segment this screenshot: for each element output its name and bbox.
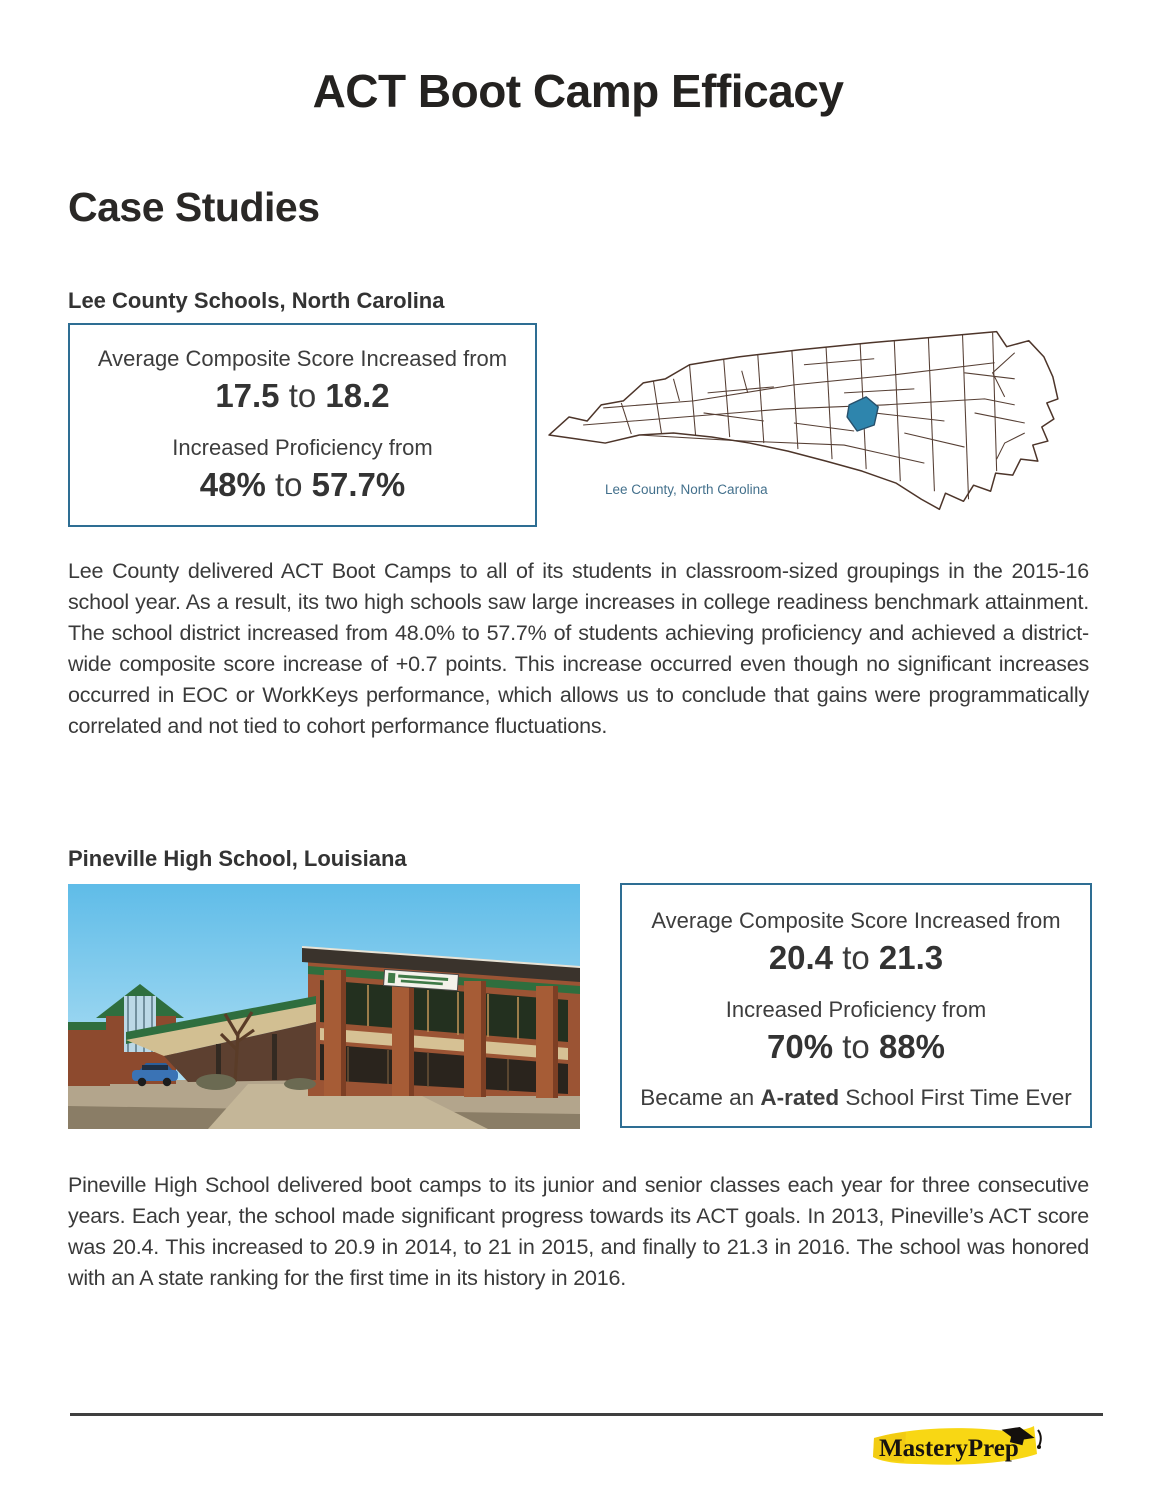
masteryprep-logo-image	[866, 1420, 1044, 1470]
a-rated-suffix: School First Time Ever	[839, 1084, 1072, 1110]
lee-score-to: 18.2	[325, 376, 390, 414]
pineville-a-rated-line	[640, 1085, 1071, 1111]
map-caption: Lee County, North Carolina	[605, 482, 768, 497]
lee-county-paragraph: Lee County delivered ACT Boot Camps to all of its students in classroom-sized groupings in the 2015-16 school year. As a result, its two high schools saw large increases in college readiness benchmark attainment. The school district increased from 48.0% to 57.7% of students achieving proficiency and achieved a district-wide composite score increase of +0.7 points. This increase occurred even though no significant increases occurred in EOC or WorkKeys performance, which allows us to conclude that gains were programmatically correlated and not tied to cohort performance fluctuations.	[68, 559, 1089, 738]
lee-county-stat-box	[68, 323, 537, 527]
pineville-paragraph: Pineville High School delivered boot camps to its junior and senior classes each year for three consecutive years. Each year, the school made significant progress towards its ACT goals. In 2013, Pineville’s ACT score was 20.4. This increased to 20.9 in 2014, to 21 in 2015, and finally to 21.3 in 2016. The school was honored with an A state ranking for the first time in its history in 2016.	[68, 1173, 1089, 1290]
footer-divider	[70, 1413, 1103, 1416]
masteryprep-logo	[866, 1420, 1044, 1470]
school-photo-image	[68, 884, 580, 1129]
lee-county-heading: Lee County Schools, North Carolina	[68, 288, 445, 313]
pineville-composite-label: Average Composite Score Increased from	[651, 908, 1061, 934]
pineville-score-from: 20.4	[768, 938, 834, 976]
pineville-composite-values	[651, 937, 1060, 978]
page-title: ACT Boot Camp Efficacy	[312, 65, 844, 117]
to-word: to	[274, 465, 303, 503]
school-photo	[68, 884, 580, 1129]
lee-composite-values	[98, 375, 507, 416]
lee-proficiency-values	[172, 464, 432, 505]
to-word: to	[842, 938, 870, 976]
pineville-proficiency-values	[726, 1026, 986, 1067]
a-rated-bold: A-rated	[760, 1084, 840, 1110]
lee-prof-to: 57.7%	[311, 465, 406, 503]
pineville-score-to: 21.3	[878, 938, 944, 976]
pineville-proficiency-label: Increased Proficiency from	[725, 997, 987, 1022]
lee-composite-label: Average Composite Score Increased from	[97, 346, 508, 372]
logo-text: MasteryPrep	[879, 1435, 1019, 1462]
lee-proficiency-label: Increased Proficiency from	[172, 435, 433, 460]
nc-county-map	[543, 312, 1095, 542]
pineville-heading: Pineville High School, Louisiana	[68, 846, 407, 871]
pineville-prof-to: 88%	[878, 1027, 945, 1065]
lee-proficiency-stat	[172, 434, 432, 505]
pineville-prof-from: 70%	[767, 1027, 834, 1065]
to-word: to	[842, 1027, 870, 1065]
lee-prof-from: 48%	[199, 465, 266, 503]
lee-score-from: 17.5	[215, 376, 280, 414]
section-heading: Case Studies	[68, 184, 320, 230]
nc-map-image	[543, 312, 1095, 542]
to-word: to	[288, 376, 317, 414]
pineville-proficiency-stat	[726, 996, 986, 1067]
a-rated-prefix: Became an	[640, 1084, 761, 1110]
pineville-composite-stat	[651, 907, 1060, 978]
lee-composite-stat	[98, 345, 507, 416]
pineville-stat-box	[620, 883, 1092, 1128]
